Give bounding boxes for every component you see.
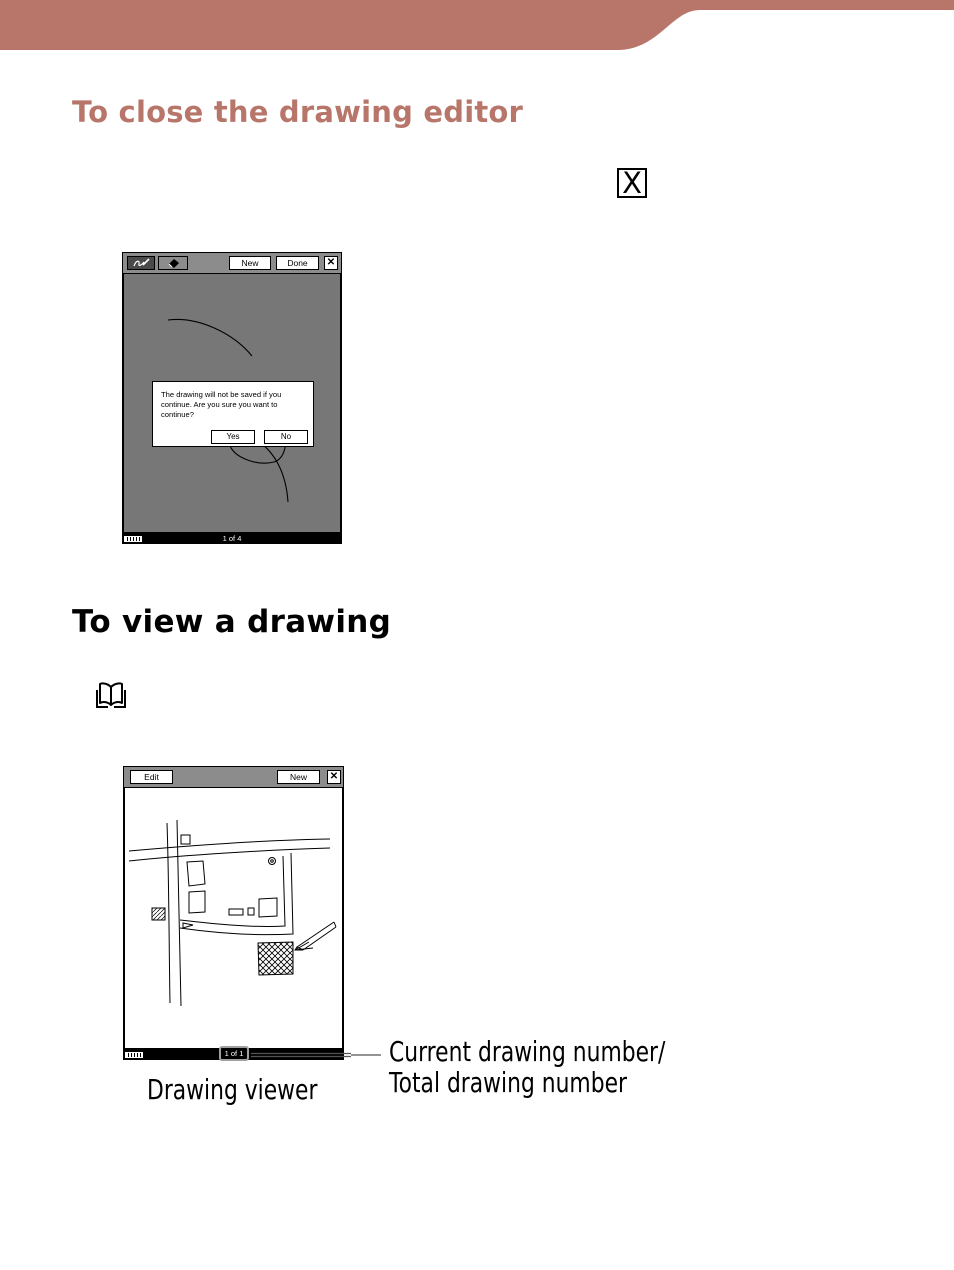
callout-leader-line	[251, 1052, 381, 1058]
status-bar	[122, 534, 342, 544]
new-button[interactable]: New	[277, 770, 320, 784]
confirm-dialog	[152, 381, 314, 447]
viewer-caption: Drawing viewer	[147, 1073, 318, 1106]
drawing-view[interactable]	[125, 788, 342, 1048]
close-button[interactable]: ✕	[324, 256, 338, 270]
done-button[interactable]: Done	[276, 256, 319, 270]
section-heading-view-drawing: To view a drawing	[72, 604, 392, 640]
map-drawing	[125, 788, 342, 1048]
close-key-icon	[617, 165, 647, 200]
page-indicator: 1 of 4	[222, 534, 242, 543]
close-button[interactable]: ✕	[327, 770, 341, 784]
callout-line-2: Total drawing number	[389, 1066, 627, 1099]
new-button[interactable]: New	[229, 256, 271, 270]
pen-tool-button[interactable]	[127, 256, 155, 270]
section-heading-close-editor: To close the drawing editor	[72, 95, 524, 129]
page-indicator: 1 of 1	[219, 1046, 249, 1061]
yes-button[interactable]: Yes	[211, 430, 255, 444]
dialog-message: The drawing will not be saved if you continue. Are you sure you want to continue?	[161, 390, 282, 419]
pen-icon	[128, 257, 154, 269]
header-band	[0, 0, 954, 50]
no-button[interactable]: No	[264, 430, 308, 444]
callout-line-1: Current drawing number/	[389, 1035, 666, 1068]
close-key-glyph: X	[622, 165, 642, 200]
eraser-icon	[159, 257, 187, 269]
viewer-screen	[123, 766, 344, 1060]
viewer-toolbar	[124, 767, 343, 787]
battery-icon	[124, 536, 142, 542]
edit-button[interactable]: Edit	[130, 770, 173, 784]
battery-icon	[125, 1052, 143, 1058]
eraser-tool-button[interactable]	[158, 256, 188, 270]
drawing-canvas[interactable]	[124, 274, 340, 532]
editor-toolbar	[123, 253, 341, 273]
editor-screen	[122, 252, 342, 544]
callout-label	[389, 1036, 665, 1098]
book-icon	[96, 681, 126, 709]
